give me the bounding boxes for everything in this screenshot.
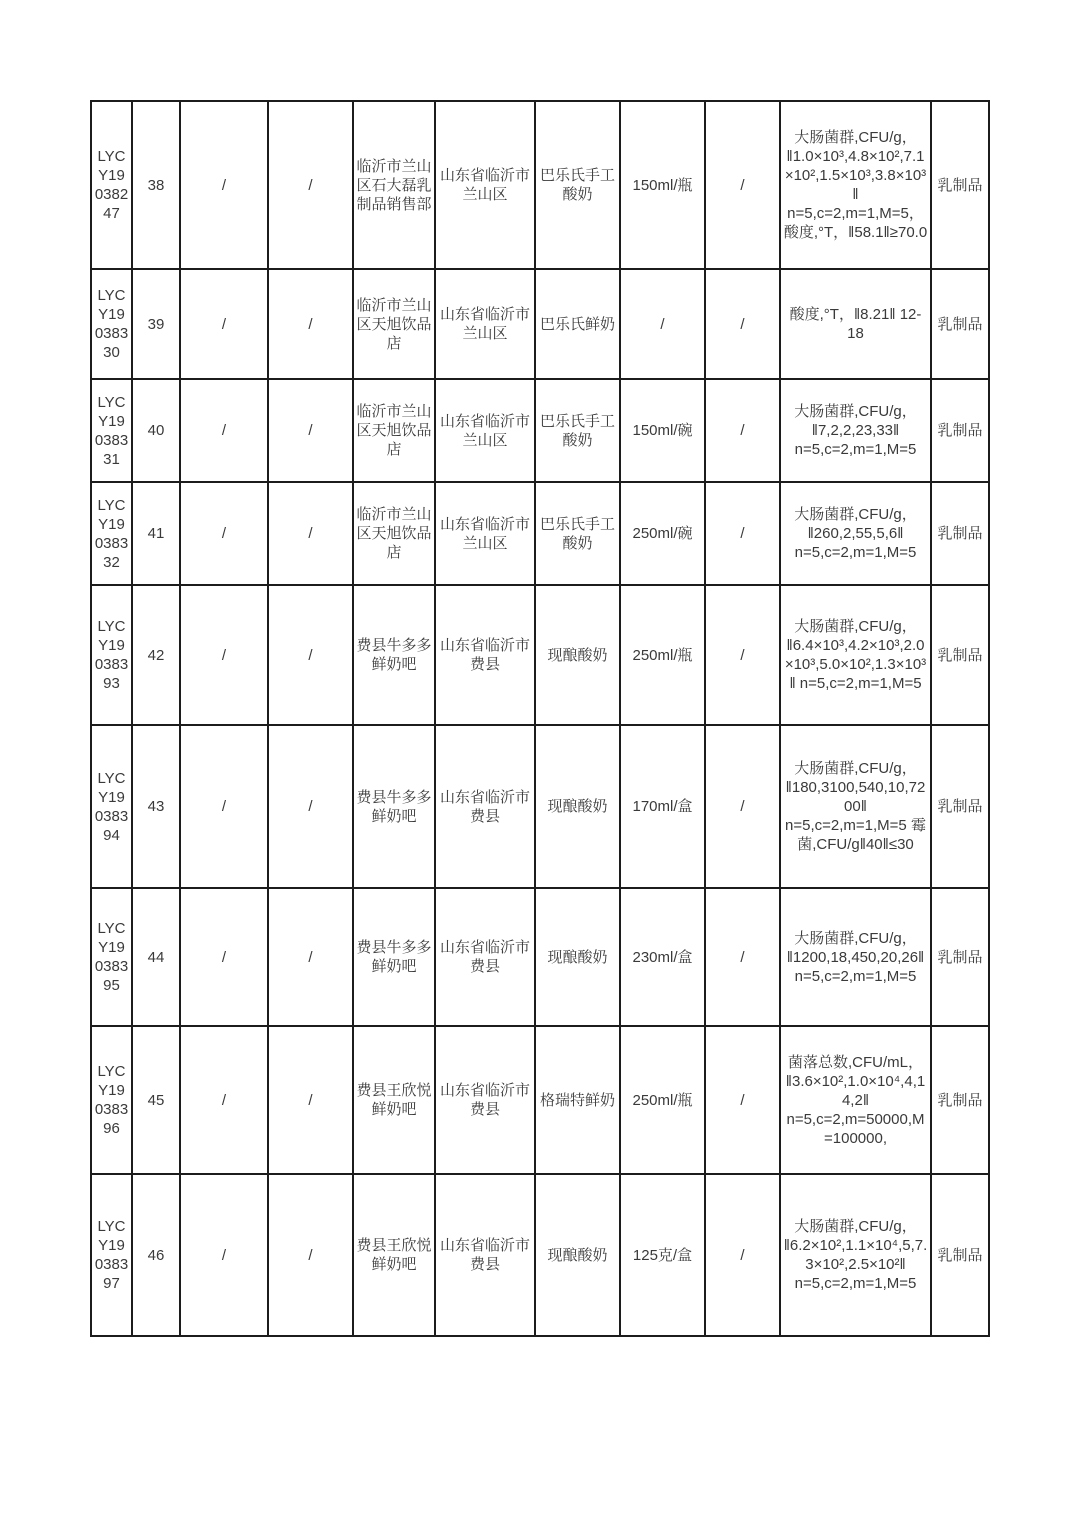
cell-test-result: 大肠菌群,CFU/g，‖6.4×10³,4.2×10³,2.0×10³,5.0×10²,1.3×10³ ‖ n=5,c=2,m=1,M=5 (780, 585, 931, 725)
cell-placeholder-3: / (705, 888, 780, 1026)
cell-placeholder-1: / (180, 379, 268, 482)
cell-placeholder-1: / (180, 1174, 268, 1336)
cell-test-result: 大肠菌群,CFU/g，‖7,2,2,23,33‖ n=5,c=2,m=1,M=5 (780, 379, 931, 482)
cell-placeholder-2: / (268, 379, 353, 482)
cell-product: 格瑞特鲜奶 (535, 1026, 620, 1174)
cell-product: 现酿酸奶 (535, 585, 620, 725)
cell-test-result: 大肠菌群,CFU/g，‖6.2×10²,1.1×10⁴,5,7.3×10²,2.5×10²‖ n=5,c=2,m=1,M=5 (780, 1174, 931, 1336)
cell-placeholder-2: / (268, 269, 353, 379)
cell-test-result: 大肠菌群,CFU/g，‖260,2,55,5,6‖ n=5,c=2,m=1,M=5 (780, 482, 931, 585)
cell-row-number: 38 (132, 101, 180, 269)
cell-test-result: 大肠菌群,CFU/g，‖1.0×10³,4.8×10²,7.1×10²,1.5×10³,3.8×10³‖ n=5,c=2,m=1,M=5，酸度,°T，‖58.1‖≥70.0 (780, 101, 931, 269)
cell-test-result: 大肠菌群,CFU/g，‖1200,18,450,20,26‖ n=5,c=2,m=1,M=5 (780, 888, 931, 1026)
cell-region: 山东省临沂市兰山区 (435, 379, 535, 482)
cell-placeholder-3: / (705, 379, 780, 482)
cell-placeholder-3: / (705, 1174, 780, 1336)
cell-placeholder-1: / (180, 482, 268, 585)
cell-row-number: 42 (132, 585, 180, 725)
cell-company: 临沂市兰山区天旭饮品店 (353, 379, 435, 482)
cell-placeholder-2: / (268, 725, 353, 888)
cell-placeholder-1: / (180, 1026, 268, 1174)
cell-placeholder-1: / (180, 101, 268, 269)
cell-category: 乳制品 (931, 1174, 989, 1336)
cell-placeholder-2: / (268, 888, 353, 1026)
cell-product: 巴乐氏手工酸奶 (535, 379, 620, 482)
cell-sample-id: LYCY19038247 (91, 101, 132, 269)
cell-spec: 150ml/碗 (620, 379, 705, 482)
cell-company: 费县牛多多鲜奶吧 (353, 725, 435, 888)
cell-sample-id: LYCY19038332 (91, 482, 132, 585)
cell-spec: 230ml/盒 (620, 888, 705, 1026)
cell-placeholder-3: / (705, 101, 780, 269)
cell-spec: 250ml/碗 (620, 482, 705, 585)
cell-company: 费县王欣悦鲜奶吧 (353, 1026, 435, 1174)
cell-sample-id: LYCY19038331 (91, 379, 132, 482)
cell-spec: 125克/盒 (620, 1174, 705, 1336)
cell-company: 临沂市兰山区天旭饮品店 (353, 482, 435, 585)
cell-row-number: 40 (132, 379, 180, 482)
table-row (91, 269, 989, 379)
cell-region: 山东省临沂市兰山区 (435, 482, 535, 585)
table-row (91, 585, 989, 725)
cell-category: 乳制品 (931, 1026, 989, 1174)
cell-category: 乳制品 (931, 725, 989, 888)
cell-spec: / (620, 269, 705, 379)
cell-region: 山东省临沂市费县 (435, 888, 535, 1026)
cell-sample-id: LYCY19038394 (91, 725, 132, 888)
cell-test-result: 大肠菌群,CFU/g，‖180,3100,540,10,7200‖ n=5,c=2,m=1,M=5 霉菌,CFU/g‖40‖≤30 (780, 725, 931, 888)
table-row (91, 1174, 989, 1336)
table-row (91, 888, 989, 1026)
cell-category: 乳制品 (931, 101, 989, 269)
cell-region: 山东省临沂市费县 (435, 585, 535, 725)
cell-placeholder-3: / (705, 1026, 780, 1174)
cell-placeholder-1: / (180, 269, 268, 379)
cell-product: 巴乐氏鲜奶 (535, 269, 620, 379)
cell-test-result: 菌落总数,CFU/mL，‖3.6×10²,1.0×10⁴,4,14,2‖ n=5,c=2,m=50000,M=100000, (780, 1026, 931, 1174)
cell-spec: 170ml/盒 (620, 725, 705, 888)
cell-placeholder-2: / (268, 585, 353, 725)
cell-row-number: 41 (132, 482, 180, 585)
cell-product: 巴乐氏手工酸奶 (535, 101, 620, 269)
cell-region: 山东省临沂市费县 (435, 725, 535, 888)
cell-sample-id: LYCY19038397 (91, 1174, 132, 1336)
cell-sample-id: LYCY19038330 (91, 269, 132, 379)
cell-region: 山东省临沂市费县 (435, 1026, 535, 1174)
cell-company: 费县王欣悦鲜奶吧 (353, 1174, 435, 1336)
cell-placeholder-3: / (705, 482, 780, 585)
cell-product: 现酿酸奶 (535, 725, 620, 888)
cell-placeholder-1: / (180, 725, 268, 888)
table-body (91, 101, 989, 1336)
cell-product: 现酿酸奶 (535, 1174, 620, 1336)
cell-product: 现酿酸奶 (535, 888, 620, 1026)
table-row (91, 725, 989, 888)
cell-sample-id: LYCY19038396 (91, 1026, 132, 1174)
cell-company: 临沂市兰山区石大磊乳制品销售部 (353, 101, 435, 269)
cell-category: 乳制品 (931, 888, 989, 1026)
cell-row-number: 45 (132, 1026, 180, 1174)
cell-sample-id: LYCY19038393 (91, 585, 132, 725)
cell-region: 山东省临沂市兰山区 (435, 269, 535, 379)
cell-sample-id: LYCY19038395 (91, 888, 132, 1026)
cell-row-number: 46 (132, 1174, 180, 1336)
cell-product: 巴乐氏手工酸奶 (535, 482, 620, 585)
cell-row-number: 43 (132, 725, 180, 888)
table-row (91, 482, 989, 585)
cell-region: 山东省临沂市兰山区 (435, 101, 535, 269)
cell-placeholder-2: / (268, 1026, 353, 1174)
cell-row-number: 39 (132, 269, 180, 379)
inspection-results-table (90, 100, 990, 1337)
cell-category: 乳制品 (931, 379, 989, 482)
cell-placeholder-2: / (268, 1174, 353, 1336)
cell-placeholder-2: / (268, 482, 353, 585)
cell-placeholder-3: / (705, 585, 780, 725)
cell-spec: 250ml/瓶 (620, 585, 705, 725)
cell-company: 临沂市兰山区天旭饮品店 (353, 269, 435, 379)
cell-placeholder-1: / (180, 888, 268, 1026)
cell-category: 乳制品 (931, 482, 989, 585)
cell-company: 费县牛多多鲜奶吧 (353, 585, 435, 725)
cell-placeholder-3: / (705, 269, 780, 379)
table-row (91, 379, 989, 482)
cell-spec: 250ml/瓶 (620, 1026, 705, 1174)
cell-test-result: 酸度,°T，‖8.21‖ 12-18 (780, 269, 931, 379)
cell-spec: 150ml/瓶 (620, 101, 705, 269)
cell-placeholder-3: / (705, 725, 780, 888)
cell-region: 山东省临沂市费县 (435, 1174, 535, 1336)
cell-placeholder-2: / (268, 101, 353, 269)
table-row (91, 1026, 989, 1174)
cell-category: 乳制品 (931, 269, 989, 379)
cell-company: 费县牛多多鲜奶吧 (353, 888, 435, 1026)
cell-row-number: 44 (132, 888, 180, 1026)
table-row (91, 101, 989, 269)
cell-category: 乳制品 (931, 585, 989, 725)
cell-placeholder-1: / (180, 585, 268, 725)
